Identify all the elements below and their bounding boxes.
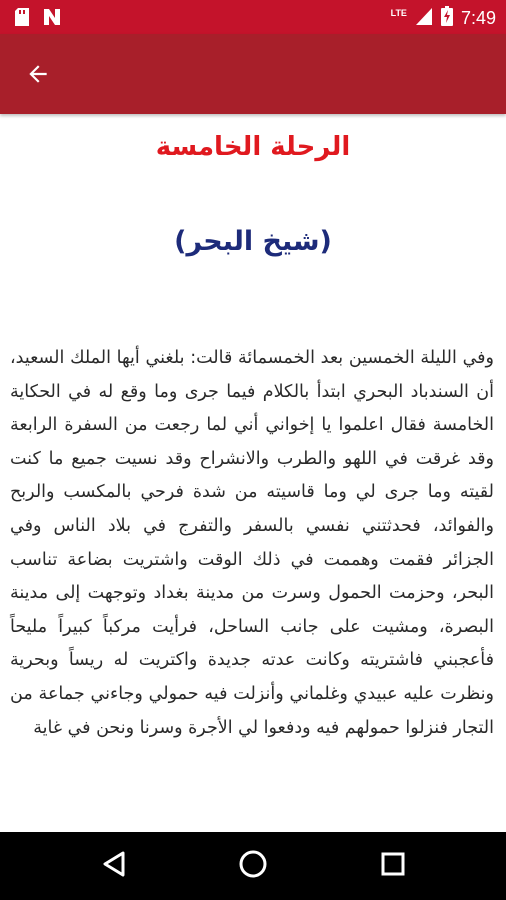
battery-charging-icon bbox=[441, 6, 453, 30]
nav-back-button[interactable] bbox=[94, 846, 134, 886]
chapter-title: الرحلة الخامسة bbox=[155, 132, 351, 162]
signal-icon bbox=[415, 6, 433, 30]
status-bar bbox=[0, 0, 506, 34]
arrow-back-icon bbox=[25, 61, 51, 91]
chapter-subtitle: (شيخ البحر) bbox=[174, 226, 332, 257]
chapter-body-text: وفي الليلة الخمسين بعد الخمسمائة قالت: بلغني أيها الملك السعيد، أن السندباد البحري ابتدأ بالكلام فيما جرى وما وقع له في الحكاية الخامسة فقال اعلموا يا إخواني أني لما رجعت من السفرة الرابعة وقد غرقت في اللهو والطرب والانشراح وقد نسيت جميع ما كنت لقيته وما جرى لي وما قاسيته من شدة فرحي بالمكسب والربح والفوائد، فحدثتني نفسي بالسفر والتفرج في بلاد الناس وفي الجزائر فقمت وهممت في ذلك الوقت واشتريت بضاعة تناسب البحر، وحزمت الحمول وسرت من مدينة بغداد وتوجهت إلى مدينة البصرة، ومشيت على جانب الساحل، فرأيت مركباً كبيراً مليحاً فأعجبني فاشتريته وكانت عدته جديدة واكتريت له ريساً وبحرية ونظرت عليه عبيدي وغلماني وأنزلت فيه حمولي وجاءني جماعة من التجار فنزلوا حمولهم فيه ودفعوا لي الأجرة وسرنا ونحن في غاية bbox=[10, 348, 494, 738]
notification-n-icon bbox=[42, 7, 62, 31]
recents-square-icon bbox=[380, 851, 406, 881]
status-time: 7:49 bbox=[460, 7, 496, 28]
home-circle-icon bbox=[238, 849, 268, 883]
back-triangle-icon bbox=[101, 850, 127, 882]
nav-recents-button[interactable] bbox=[373, 846, 413, 886]
sd-card-icon bbox=[14, 7, 30, 31]
status-right-icons bbox=[391, 6, 496, 30]
navigation-bar bbox=[0, 832, 506, 900]
lte-label: LTE bbox=[390, 8, 407, 18]
status-left-icons bbox=[14, 7, 62, 31]
app-bar bbox=[0, 34, 506, 114]
chapter-content[interactable] bbox=[0, 114, 506, 832]
back-button[interactable] bbox=[18, 56, 58, 96]
nav-home-button[interactable] bbox=[233, 846, 273, 886]
